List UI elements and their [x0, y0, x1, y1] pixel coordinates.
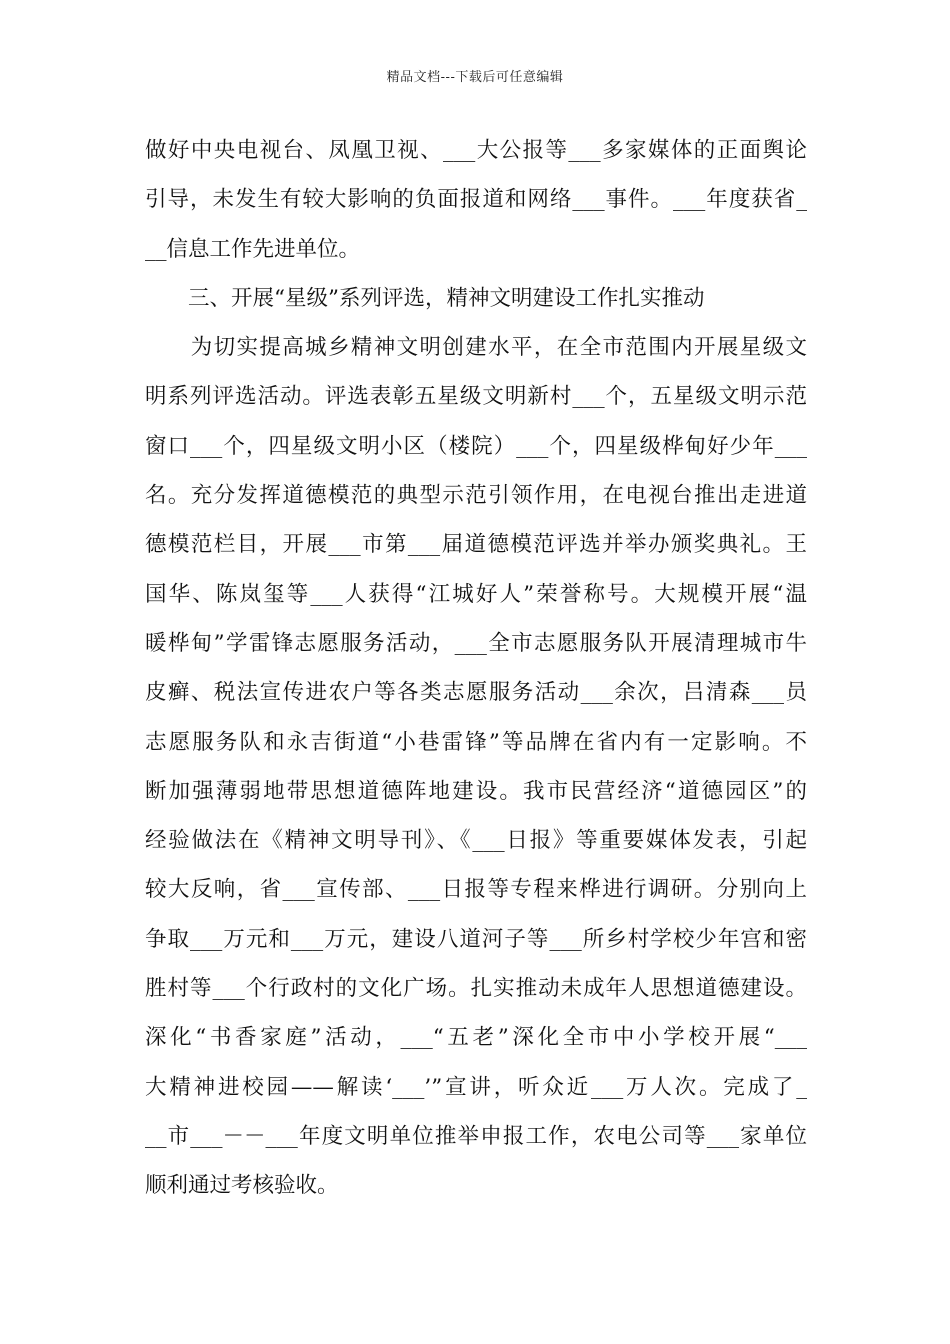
body-line: 明系列评选活动。评选表彰五星级文明新村___个，五星级文明示范	[145, 384, 807, 410]
page-header: 精品文档---下载后可任意编辑	[386, 70, 564, 85]
body-line: 经验做法在《精神文明导刊》、《___日报》等重要媒体发表，引起	[145, 828, 807, 854]
body-line: 引导，未发生有较大影响的负面报道和网络___事件。___年度获省_	[145, 187, 807, 213]
body-line: 顺利通过考核验收。	[145, 1173, 339, 1199]
body-line: 为切实提高城乡精神文明创建水平，在全市范围内开展星级文	[145, 335, 807, 361]
body-line: 窗口___个，四星级文明小区（楼院）___个，四星级桦甸好少年___	[145, 433, 807, 459]
body-line: 深化“书香家庭”活动，___“五老”深化全市中小学校开展“___	[145, 1025, 807, 1051]
document-body	[145, 131, 807, 1216]
section-heading: 三、开展“星级”系列评选，精神文明建设工作扎实推动	[145, 285, 705, 311]
body-line: 志愿服务队和永吉街道“小巷雷锋”等品牌在省内有一定影响。不	[145, 729, 807, 755]
body-line: __市___－－___年度文明单位推举申报工作，农电公司等___家单位	[145, 1123, 807, 1149]
body-line: 做好中央电视台、凤凰卫视、___大公报等___多家媒体的正面舆论	[145, 138, 807, 163]
body-line: 断加强薄弱地带思想道德阵地建设。我市民营经济“道德园区”的	[145, 778, 807, 804]
body-line: 大精神进校园——解读‘___’”宣讲，听众近___万人次。完成了_	[145, 1074, 807, 1100]
body-line: 名。充分发挥道德模范的典型示范引领作用，在电视台推出走进道	[145, 483, 807, 509]
body-line: 争取___万元和___万元，建设八道河子等___所乡村学校少年宫和密	[145, 926, 807, 952]
body-line: __信息工作先进单位。	[145, 236, 361, 262]
body-line: 暖桦甸”学雷锋志愿服务活动，___全市志愿服务队开展清理城市牛	[145, 630, 807, 656]
body-line: 皮癣、税法宣传进农户等各类志愿服务活动___余次，吕清森___员	[145, 680, 807, 706]
body-line: 国华、陈岚玺等___人获得“江城好人”荣誉称号。大规模开展“温	[145, 581, 807, 607]
body-line: 较大反响，省___宣传部、___日报等专程来桦进行调研。分别向上	[145, 877, 807, 903]
body-line: 德模范栏目，开展___市第___届道德模范评选并举办颁奖典礼。王	[145, 532, 807, 558]
body-line: 胜村等___个行政村的文化广场。扎实推动未成年人思想道德建设。	[145, 976, 807, 1002]
